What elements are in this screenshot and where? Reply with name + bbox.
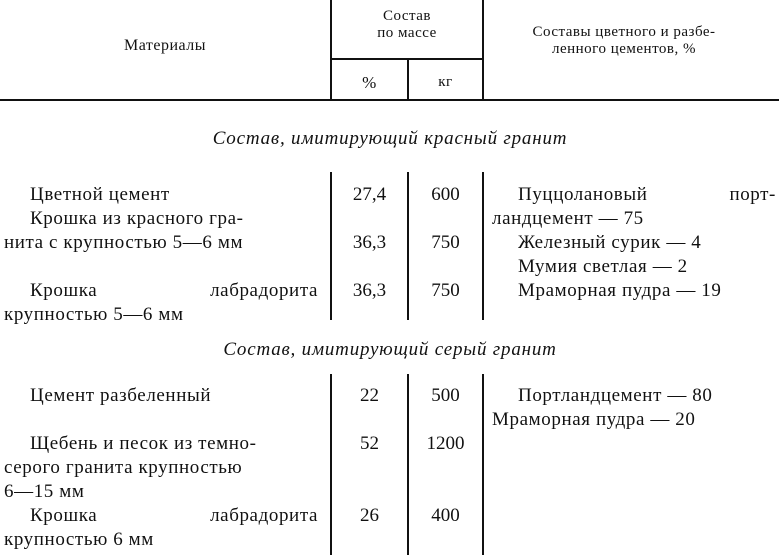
material-name: крупностью 5—6 мм <box>4 304 184 325</box>
percent-value: 22 <box>360 385 379 406</box>
kg-value: 1200 <box>426 433 465 454</box>
header-rule-left <box>330 0 332 100</box>
header-rule-right <box>482 0 484 100</box>
cement-composition: Портландцемент — 80 <box>518 385 713 406</box>
material-name: Щебень и песок из темно- <box>30 433 257 454</box>
material-name-word: лабрадорита <box>210 505 318 526</box>
material-name: Крошка из красного гра- <box>30 208 244 229</box>
section-title: Состав, имитирующий серый гранит <box>223 339 557 360</box>
percent-value: 36,3 <box>352 232 387 253</box>
header-unit-kg: кг <box>438 74 453 90</box>
material-name <box>30 504 318 527</box>
cement-composition: Мумия светлая — 2 <box>518 256 688 277</box>
material-name-word: Крошка <box>30 505 98 526</box>
header-rule-bottom <box>0 99 779 101</box>
column-rule <box>482 374 484 555</box>
cement-word: Пуццолановый <box>518 184 648 205</box>
material-name-word: Крошка <box>30 280 98 301</box>
percent-value: 52 <box>360 433 379 454</box>
header-cements-line2: ленного цементов, % <box>551 41 697 57</box>
header-cements-line1: Составы цветного и разбе- <box>532 24 716 40</box>
header-composition <box>332 8 482 42</box>
cement-composition <box>518 183 776 206</box>
material-name: Цемент разбеленный <box>30 385 212 406</box>
kg-value: 750 <box>431 232 460 253</box>
header-composition-line2: по массе <box>377 25 437 41</box>
cement-composition: Мраморная пудра — 20 <box>492 409 696 430</box>
percent-value: 36,3 <box>352 280 387 301</box>
material-name: 6—15 мм <box>4 481 85 502</box>
cement-word: порт- <box>729 184 776 205</box>
material-name <box>30 279 318 302</box>
kg-value: 750 <box>431 280 460 301</box>
cement-composition: ландцемент — 75 <box>492 208 644 229</box>
material-name: Цветной цемент <box>30 184 170 205</box>
percent-value: 26 <box>360 505 379 526</box>
material-name: нита с крупностью 5—6 мм <box>4 232 244 253</box>
header-unit-percent: % <box>362 73 377 92</box>
section-title: Состав, имитирующий красный гранит <box>212 128 568 149</box>
header-rule-sub <box>330 58 484 60</box>
cement-composition: Мраморная пудра — 19 <box>518 280 722 301</box>
column-rule <box>482 172 484 320</box>
header-composition-line1: Состав <box>382 8 431 24</box>
kg-value: 600 <box>431 184 460 205</box>
cement-composition: Железный сурик — 4 <box>518 232 702 253</box>
material-name: крупностью 6 мм <box>4 529 154 550</box>
material-name-word: лабрадорита <box>210 280 318 301</box>
percent-value: 27,4 <box>352 184 387 205</box>
kg-value: 400 <box>431 505 460 526</box>
header-cements <box>486 24 762 58</box>
header-rule-mid <box>407 60 409 100</box>
header-materials: Материалы <box>123 37 207 54</box>
kg-value: 500 <box>431 385 460 406</box>
material-name: серого гранита крупностью <box>4 457 243 478</box>
